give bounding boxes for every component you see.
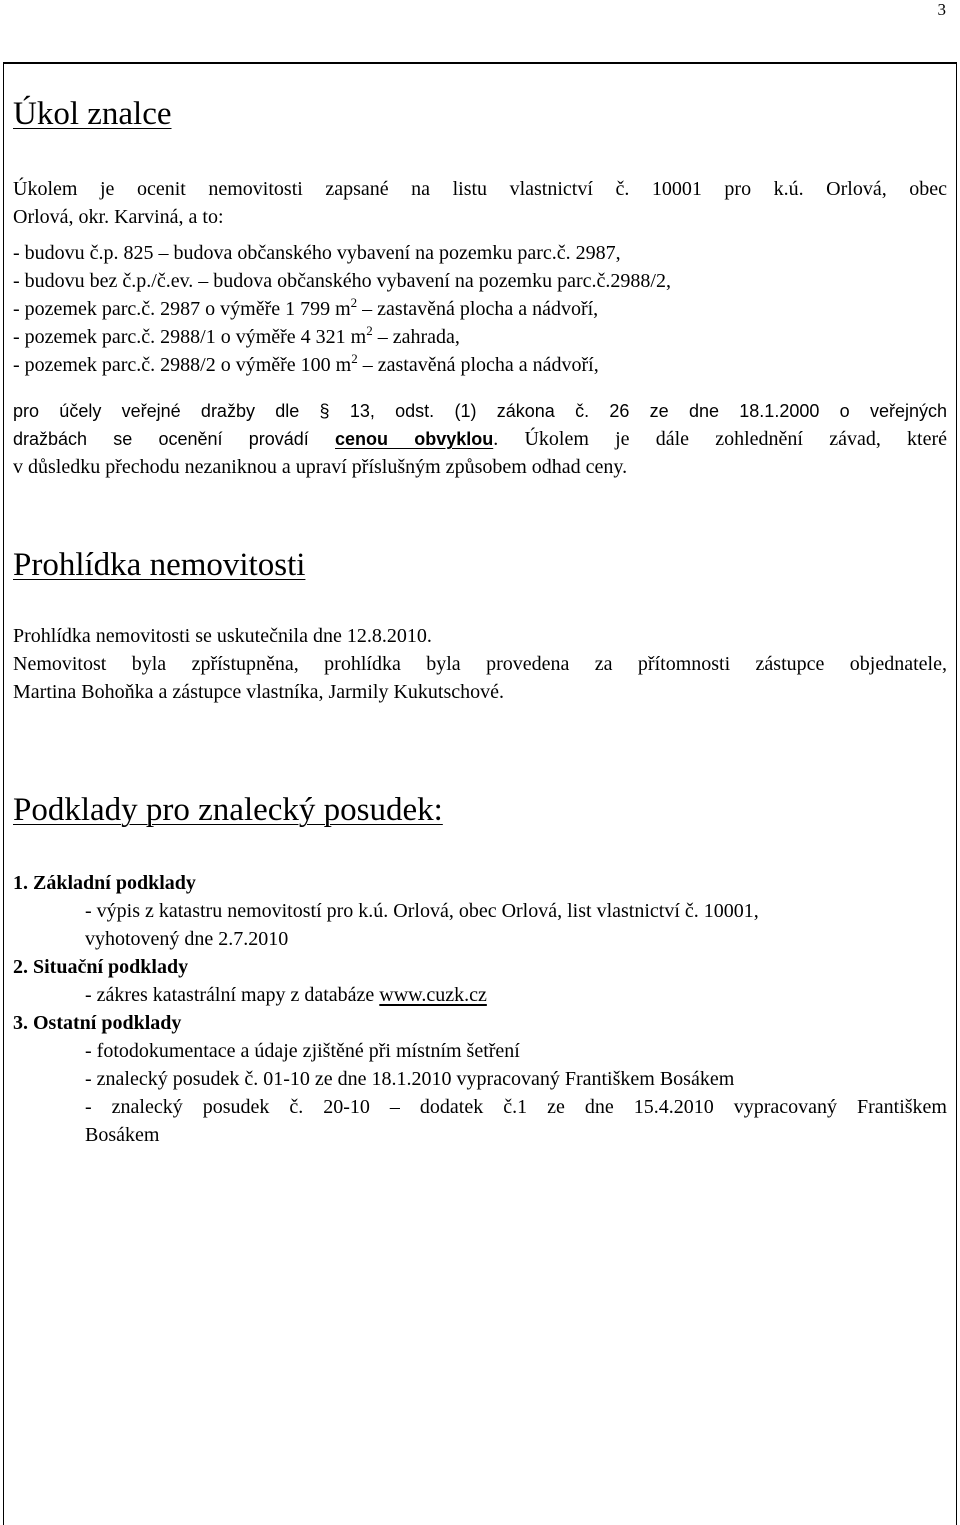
paragraph-line: pro účely veřejné dražby dle § 13, odst. (1) zákona č. 26 ze dne 18.1.2000 o veřejných [13, 401, 947, 421]
cenou-obvyklou-emphasis: cenou obvyklou [335, 429, 494, 449]
group-title: 2. Situační podklady [13, 956, 189, 978]
list-item: - pozemek parc.č. 2988/1 o výměře 4 321 $m^2$ – zahrada, [13, 323, 460, 348]
intro-line: Úkolem je ocenit nemovitosti zapsané na listu vlastnictví č. 10001 pro k.ú. Orlová, obec [13, 178, 947, 200]
list-item: - budovu č.p. 825 – budova občanského vybavení na pozemku parc.č. 2987, [13, 242, 621, 264]
list-item: - budovu bez č.p./č.ev. – budova občanského vybavení na pozemku parc.č.2988/2, [13, 270, 671, 292]
prohlidka-text [13, 622, 947, 706]
list-item: - zákres katastrální mapy z databáze www.cuzk.cz [85, 984, 487, 1006]
intro-line: Orlová, okr. Karviná, a to: [13, 206, 224, 228]
group-title: 1. Základní podklady [13, 872, 196, 894]
podklady-list [13, 869, 947, 1149]
heading-podklady: Podklady pro znalecký posudek: [13, 792, 443, 828]
ukol-intro [13, 175, 947, 231]
paragraph-line: Martina Bohoňka a zástupce vlastníka, Jarmily Kukutschové. [13, 681, 504, 703]
group-title: 3. Ostatní podklady [13, 1012, 182, 1034]
property-list [13, 239, 947, 379]
paragraph-line: Nemovitost byla zpřístupněna, prohlídka byla provedena za přítomnosti zástupce objednatele, [13, 653, 947, 675]
heading-prohlidka: Prohlídka nemovitosti [13, 547, 306, 583]
cuzk-link[interactable]: www.cuzk.cz [379, 984, 487, 1006]
paragraph-line: v důsledku přechodu nezaniknou a upraví příslušným způsobem odhad ceny. [13, 456, 628, 478]
list-item: Bosákem [85, 1124, 160, 1146]
page-number: 3 [937, 0, 946, 19]
list-item: - výpis z katastru nemovitostí pro k.ú. Orlová, obec Orlová, list vlastnictví č. 10001, [85, 900, 759, 922]
list-item: - znalecký posudek č. 01-10 ze dne 18.1.2010 vypracovaný Františkem Bosákem [85, 1068, 735, 1090]
list-item: - znalecký posudek č. 20-10 – dodatek č.1 ze dne 15.4.2010 vypracovaný Františkem [85, 1096, 947, 1118]
list-item: - pozemek parc.č. 2987 o výměře 1 799 $m^2$ – zastavěná plocha a nádvoří, [13, 295, 599, 320]
list-item: - pozemek parc.č. 2988/2 o výměře 100 $m^2$ – zastavěná plocha a nádvoří, [13, 351, 599, 376]
paragraph-line: Prohlídka nemovitosti se uskutečnila dne 12.8.2010. [13, 625, 432, 647]
ukol-paragraph [13, 397, 947, 481]
paragraph-line: dražbách se ocenění provádí cenou obvyklou. Úkolem je dále zohlednění závad, které [13, 428, 948, 450]
list-item: vyhotovený dne 2.7.2010 [85, 928, 289, 950]
list-item: - fotodokumentace a údaje zjištěné při místním šetření [85, 1040, 520, 1062]
heading-ukol-znalce: Úkol znalce [13, 96, 172, 132]
